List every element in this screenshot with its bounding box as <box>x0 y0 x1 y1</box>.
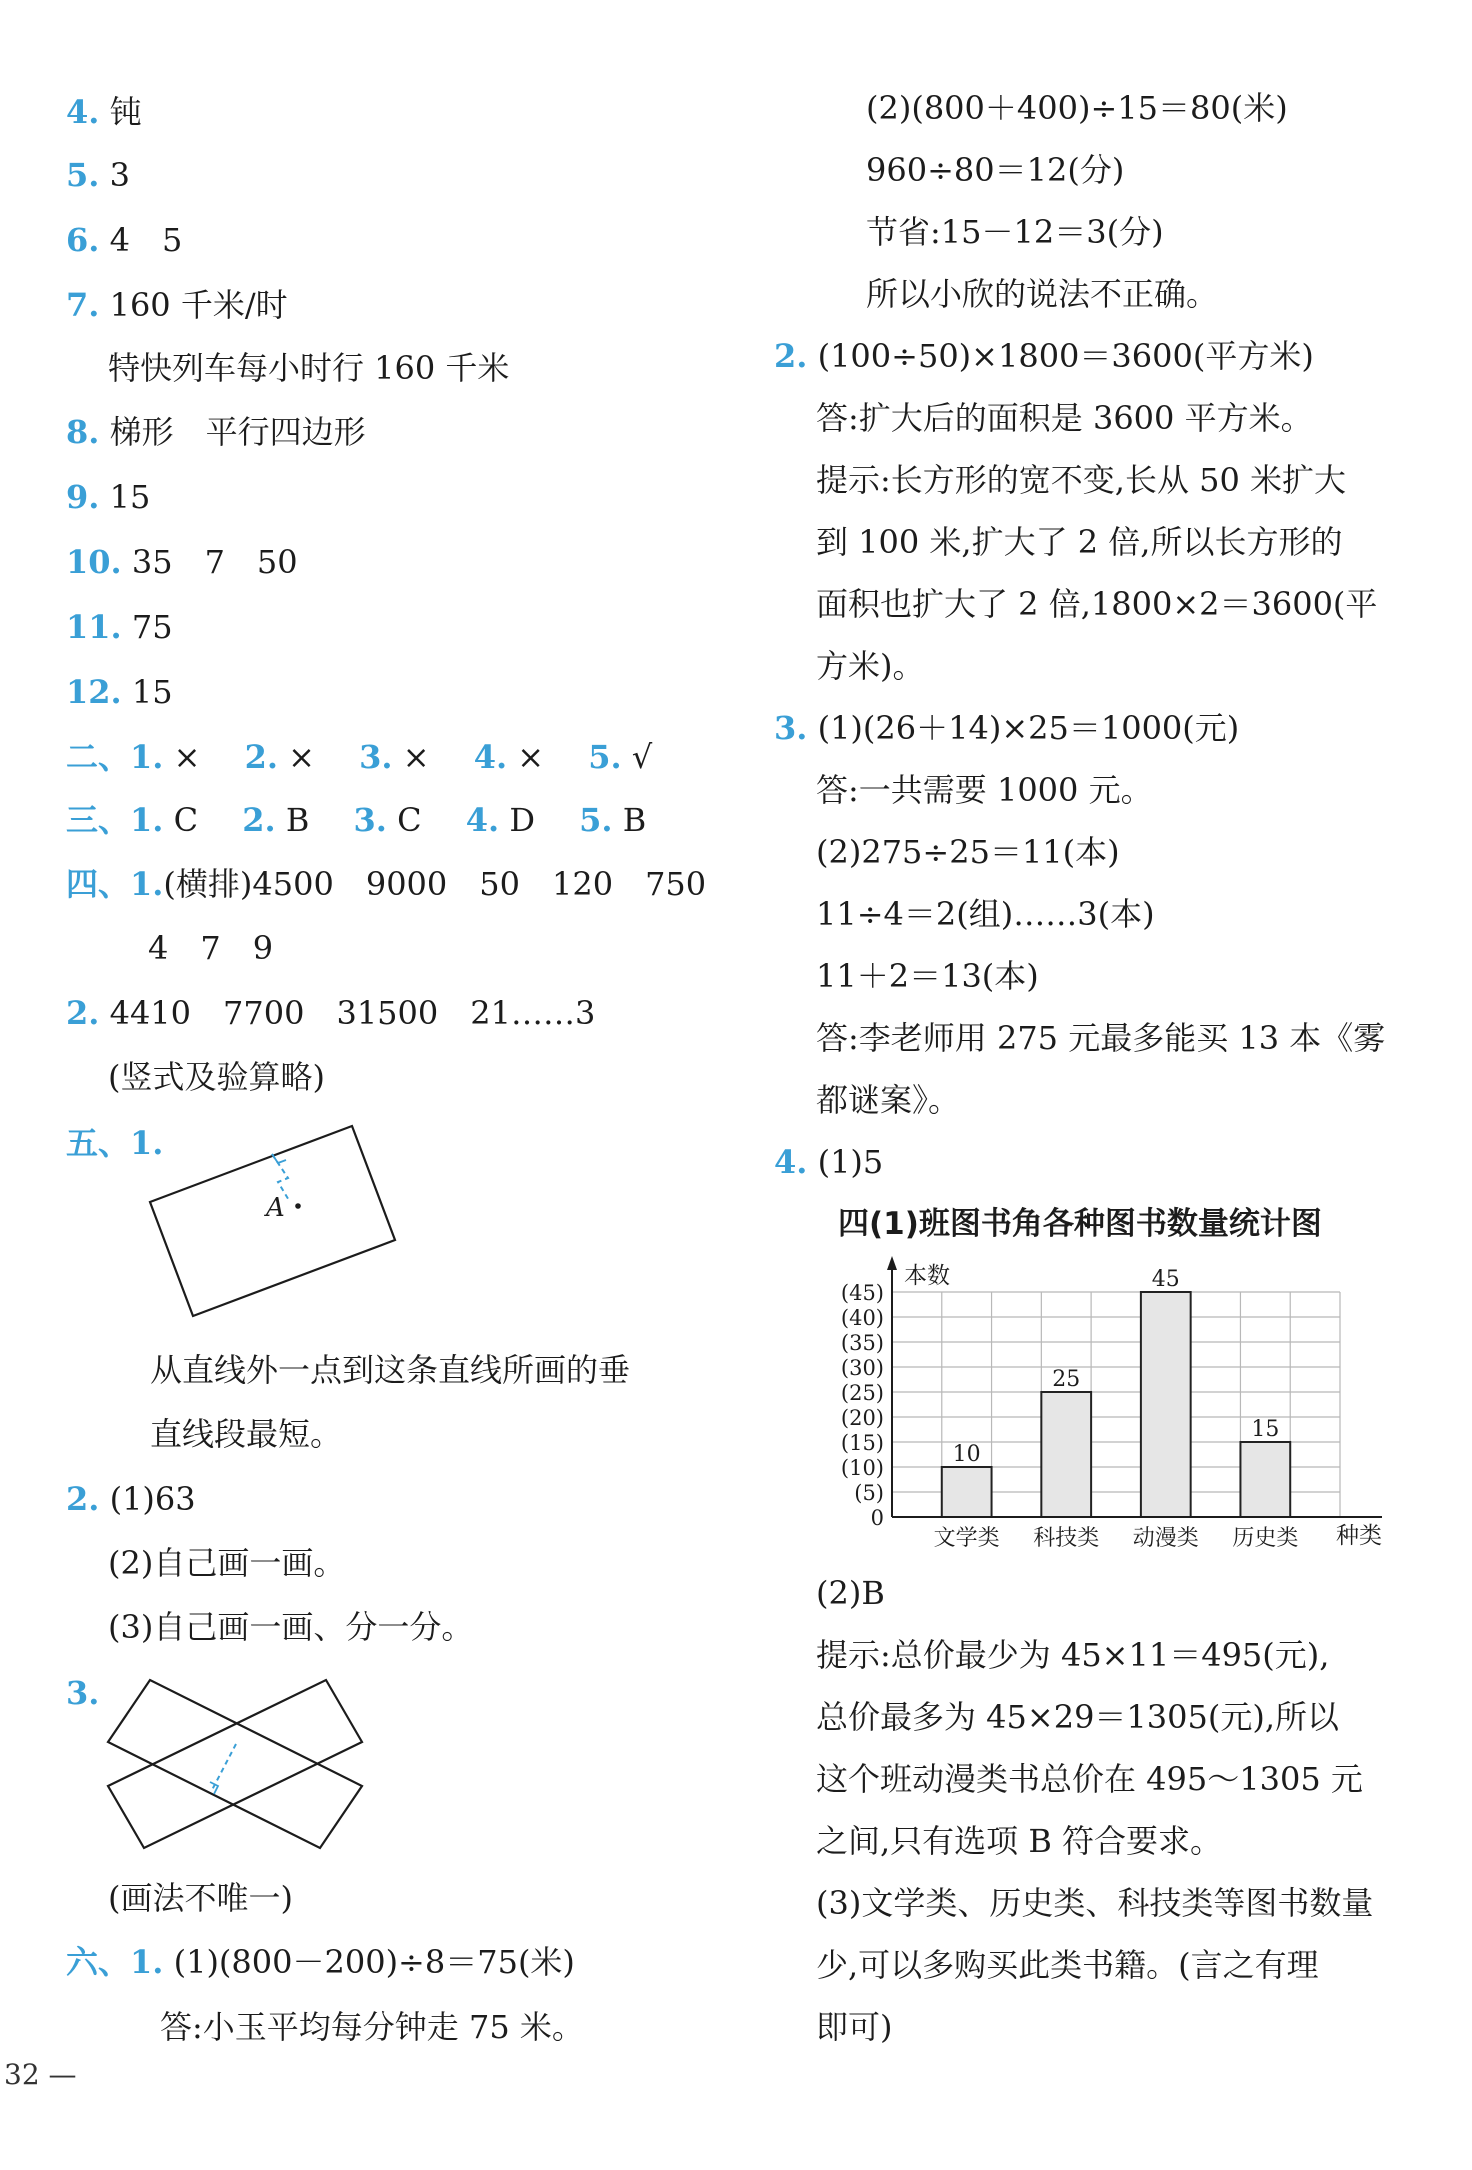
section-4-q1-line2: 4 7 9 <box>148 929 274 967</box>
y-tick-label: (5) <box>854 1481 884 1505</box>
section-6-q1-answer: 答:小玉平均每分钟走 75 米。 <box>160 2008 584 2046</box>
bar-value-label: 45 <box>1151 1267 1180 1292</box>
right-q4-hint-1: 提示:总价最少为 45×11＝495(元), <box>816 1636 1330 1674</box>
right-q2-answer: 答:扩大后的面积是 3600 平方米。 <box>816 399 1313 437</box>
y-tick-label: (10) <box>840 1456 884 1480</box>
answer-q6: 6. 4 5 <box>66 221 183 259</box>
right-q3-line-e: 11＋2＝13(本) <box>816 957 1039 995</box>
right-line-4: 所以小欣的说法不正确。 <box>866 275 1219 313</box>
answer-q9: 9. 15 <box>66 478 151 516</box>
point-a-label: A <box>266 1193 285 1223</box>
rectangle-perpendicular-figure <box>140 1120 410 1340</box>
right-q3-answer-1: 答:一共需要 1000 元。 <box>816 771 1153 809</box>
y-tick-label: (15) <box>840 1431 884 1455</box>
parallelogram-a <box>108 1680 362 1848</box>
answer-q7-line2: 特快列车每小时行 160 千米 <box>108 349 510 387</box>
y-tick-label: 0 <box>870 1506 884 1530</box>
y-tick-label: (40) <box>840 1306 884 1330</box>
right-q4-part3-2: 少,可以多购买此类书籍。(言之有理 <box>816 1946 1319 1984</box>
right-line-3: 节省:15－12＝3(分) <box>866 213 1164 251</box>
section-4-q2-line2: (竖式及验算略) <box>108 1058 325 1096</box>
section-5-q3-note: (画法不唯一) <box>108 1879 293 1917</box>
right-q2-hint-3: 面积也扩大了 2 倍,1800×2＝3600(平 <box>816 585 1378 623</box>
right-q2-hint-1: 提示:长方形的宽不变,长从 50 米扩大 <box>816 461 1347 499</box>
right-q2-hint-4: 方米)。 <box>816 647 925 685</box>
section-5-q1-note2: 直线段最短。 <box>150 1415 343 1453</box>
right-q3: 3. (1)(26＋14)×25＝1000(元) <box>774 709 1240 747</box>
right-q2: 2. (100÷50)×1800＝3600(平方米) <box>774 337 1314 375</box>
bar <box>1141 1292 1191 1517</box>
right-q3-answer-2b: 都谜案》。 <box>816 1081 961 1119</box>
bar-chart <box>812 1250 1392 1560</box>
answer-q10: 10. 35 7 50 <box>66 543 298 581</box>
right-q4-hint-3: 这个班动漫类书总价在 495～1305 元 <box>816 1760 1363 1798</box>
section-5-q1-note1: 从直线外一点到这条直线所画的垂 <box>150 1351 631 1389</box>
bar <box>1240 1442 1290 1517</box>
y-tick-label: (20) <box>840 1406 884 1430</box>
right-q4-hint-4: 之间,只有选项 B 符合要求。 <box>816 1822 1223 1860</box>
x-tick-label: 文学类 <box>933 1526 1000 1551</box>
right-line-2: 960÷80＝12(分) <box>866 151 1125 189</box>
bar-value-label: 10 <box>952 1442 981 1467</box>
section-5-q2b: (2)自己画一画。 <box>108 1544 346 1582</box>
page-number: 32 — <box>4 2058 77 2091</box>
section-5-q1: 五、1. <box>66 1124 164 1162</box>
chart-title: 四(1)班图书角各种图书数量统计图 <box>838 1206 1322 1242</box>
y-axis-arrow <box>887 1256 897 1270</box>
parallelogram-b <box>108 1680 362 1848</box>
bar <box>942 1467 992 1517</box>
x-tick-label: 科技类 <box>1033 1526 1100 1551</box>
bar <box>1041 1392 1091 1517</box>
x-tick-label: 历史类 <box>1232 1526 1299 1551</box>
answer-q12: 12. 15 <box>66 673 173 711</box>
point-a <box>295 1203 301 1209</box>
section-5-q2: 2. (1)63 <box>66 1480 196 1518</box>
chart-axes <box>841 1256 1382 1551</box>
right-q4-part3-1: (3)文学类、历史类、科技类等图书数量 <box>816 1884 1374 1922</box>
right-q4-part2: (2)B <box>816 1574 885 1612</box>
y-tick-label: (25) <box>840 1381 884 1405</box>
answer-q7: 7. 160 千米/时 <box>66 286 288 324</box>
section-5-q3: 3. <box>66 1674 100 1712</box>
crossed-parallelograms-figure <box>100 1668 380 1858</box>
section-2-row: 二、1. × 2. × 3. × 4. × 5. √ <box>66 738 653 776</box>
answer-q8: 8. 梯形 平行四边形 <box>66 413 366 451</box>
section-4-q1: 四、1.(横排)4500 9000 50 120 750 <box>66 865 707 903</box>
bar-value-label: 25 <box>1052 1367 1081 1392</box>
right-q2-hint-2: 到 100 米,扩大了 2 倍,所以长方形的 <box>816 523 1343 561</box>
right-line-1: (2)(800＋400)÷15＝80(米) <box>866 89 1288 127</box>
right-q3-line-d: 11÷4＝2(组)……3(本) <box>816 895 1155 933</box>
x-tick-label: 动漫类 <box>1132 1526 1199 1551</box>
section-3-row: 三、1. C 2. B 3. C 4. D 5. B <box>66 801 647 839</box>
section-4-q2: 2. 4410 7700 31500 21……3 <box>66 994 596 1032</box>
x-axis-label: 种类 <box>1336 1523 1382 1549</box>
section-5-q2c: (3)自己画一画、分一分。 <box>108 1608 474 1646</box>
answer-q11: 11. 75 <box>66 608 173 646</box>
right-q4-part3-3: 即可) <box>816 2008 893 2046</box>
answer-q5: 5. 3 <box>66 156 130 194</box>
right-q4-hint-2: 总价最多为 45×29＝1305(元),所以 <box>816 1698 1340 1736</box>
bar-value-label: 15 <box>1251 1417 1280 1442</box>
answer-q4: 4. 钝 <box>66 93 142 131</box>
y-axis-label: 本数 <box>904 1263 950 1289</box>
right-q4: 4. (1)5 <box>774 1143 884 1181</box>
right-q3-answer-2: 答:李老师用 275 元最多能买 13 本《雾 <box>816 1019 1386 1057</box>
y-tick-label: (35) <box>840 1331 884 1355</box>
y-tick-label: (30) <box>840 1356 884 1380</box>
y-tick-label: (45) <box>840 1281 884 1305</box>
section-6-q1: 六、1. (1)(800－200)÷8＝75(米) <box>66 1943 575 1981</box>
height-segment <box>212 1744 236 1790</box>
right-q3-part2: (2)275÷25＝11(本) <box>816 833 1120 871</box>
